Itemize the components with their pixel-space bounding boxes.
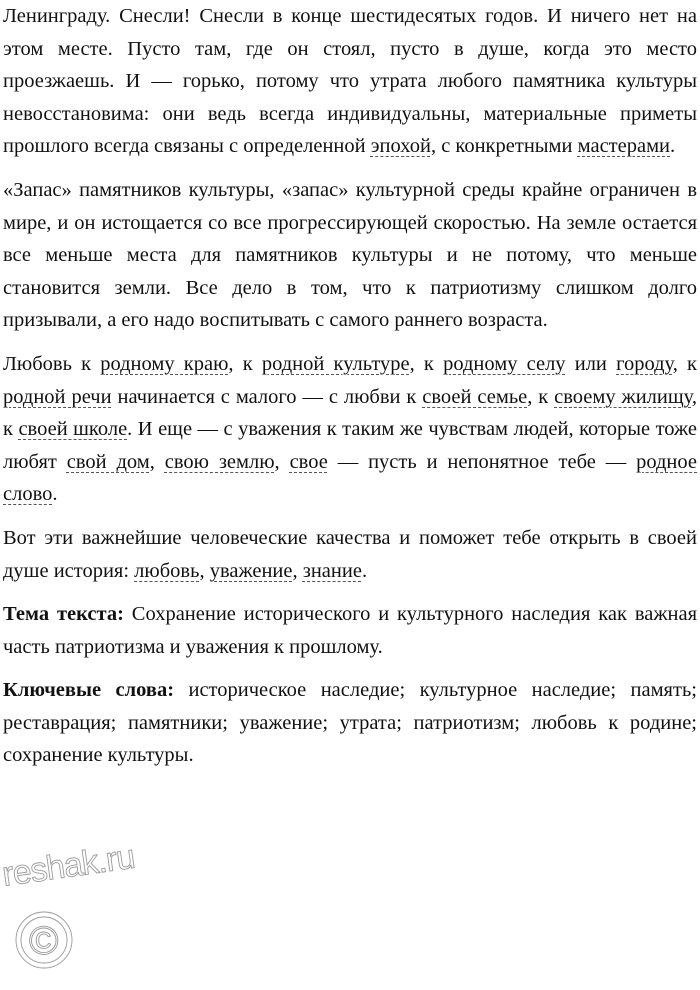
- watermark-logo-icon: [0, 837, 150, 984]
- text-segment: , с конкретными: [430, 135, 578, 158]
- text-segment: , к: [3, 385, 697, 441]
- paragraph-1: [3, 0, 697, 163]
- text-segment: Любовь к: [3, 352, 101, 375]
- text-segment: начинается с малого — с любви к: [111, 385, 423, 408]
- underlined-word: уважение: [209, 559, 293, 582]
- underlined-word: своей семье: [422, 385, 528, 408]
- underlined-word: свою землю: [164, 450, 275, 473]
- underlined-word: родному краю: [100, 352, 229, 375]
- underlined-word: свое: [289, 450, 328, 473]
- text-segment: . И еще — с уважения к таким же чувствам людей, которые тоже любят: [3, 418, 697, 473]
- underlined-word: родной культуре: [261, 352, 410, 375]
- text-segment: ,: [292, 559, 303, 582]
- paragraph-2: [3, 174, 697, 337]
- text-segment: , к: [672, 352, 697, 375]
- underlined-word: родной речи: [3, 385, 112, 408]
- text-segment: «Запас» памятников культуры, «запас» культурной среды крайне ограничен в мире, и он истощается со все прогрессирующей скоростью. На земле остается все меньше места для памятников культуры и не потому, что меньше становится земли. Все дело в том, что к патриотизму слишком долго призывали, а его надо воспитывать с самого раннего возраста.: [3, 178, 697, 332]
- text-segment: , к: [228, 352, 262, 375]
- text-segment: или: [565, 352, 617, 375]
- underlined-word: любовь: [134, 559, 200, 582]
- watermark: [0, 837, 150, 984]
- underlined-word: родное слово: [3, 450, 698, 506]
- underlined-word: эпохой: [370, 135, 431, 158]
- text-segment: .: [670, 135, 676, 158]
- text-segment: ,: [274, 450, 290, 473]
- text-segment: .: [361, 559, 368, 582]
- text-segment: ,: [199, 559, 210, 582]
- paragraph-4: [3, 522, 697, 587]
- keywords-text: историческое наследие; культурное наследие; память; реставрация; памятники; уважение; утрата; патриотизм; любовь к родине; сохранение культуры.: [3, 679, 697, 767]
- text-segment: Вот эти важнейшие человеческие качества и поможет тебе открыть в своей душе история:: [3, 526, 697, 582]
- underlined-word: родному селу: [443, 352, 566, 375]
- underlined-word: своей школе: [18, 418, 128, 441]
- theme-text: Сохранение исторического и культурного наследия как важная часть патриотизма и уважения к прошлому.: [3, 603, 697, 658]
- text-segment: — пусть и непонятное тебе —: [327, 450, 637, 473]
- text-segment: .: [52, 483, 58, 506]
- underlined-word: знание: [302, 559, 362, 582]
- document-page: [3, 0, 697, 783]
- keywords-label: Ключевые слова:: [3, 679, 175, 702]
- underlined-word: городу: [616, 352, 673, 375]
- theme-paragraph: [3, 598, 697, 663]
- paragraph-3: [3, 348, 697, 511]
- watermark-text: reshak.ru: [0, 837, 137, 894]
- underlined-word: своему жилищу: [554, 385, 692, 408]
- underlined-word: мастерами: [577, 135, 671, 158]
- text-segment: , к: [527, 385, 555, 408]
- text-segment: Ленинграду. Снесли! Снесли в конце шестидесятых годов. И ничего нет на этом месте. Пусто там, где он стоял, пусто в душе, когда это место проезжаешь. И — горько, потому что утрата любого памятника культуры невосстановима: они ведь всегда индивидуальны, материальные приметы прошлого всегда связаны с определенной: [3, 5, 697, 158]
- text-segment: , к: [409, 352, 444, 375]
- keywords-paragraph: [3, 674, 697, 772]
- theme-label: Тема текста:: [3, 603, 124, 626]
- copyright-icon: ©: [29, 919, 59, 963]
- text-segment: ,: [149, 450, 165, 473]
- underlined-word: свой дом: [66, 450, 150, 473]
